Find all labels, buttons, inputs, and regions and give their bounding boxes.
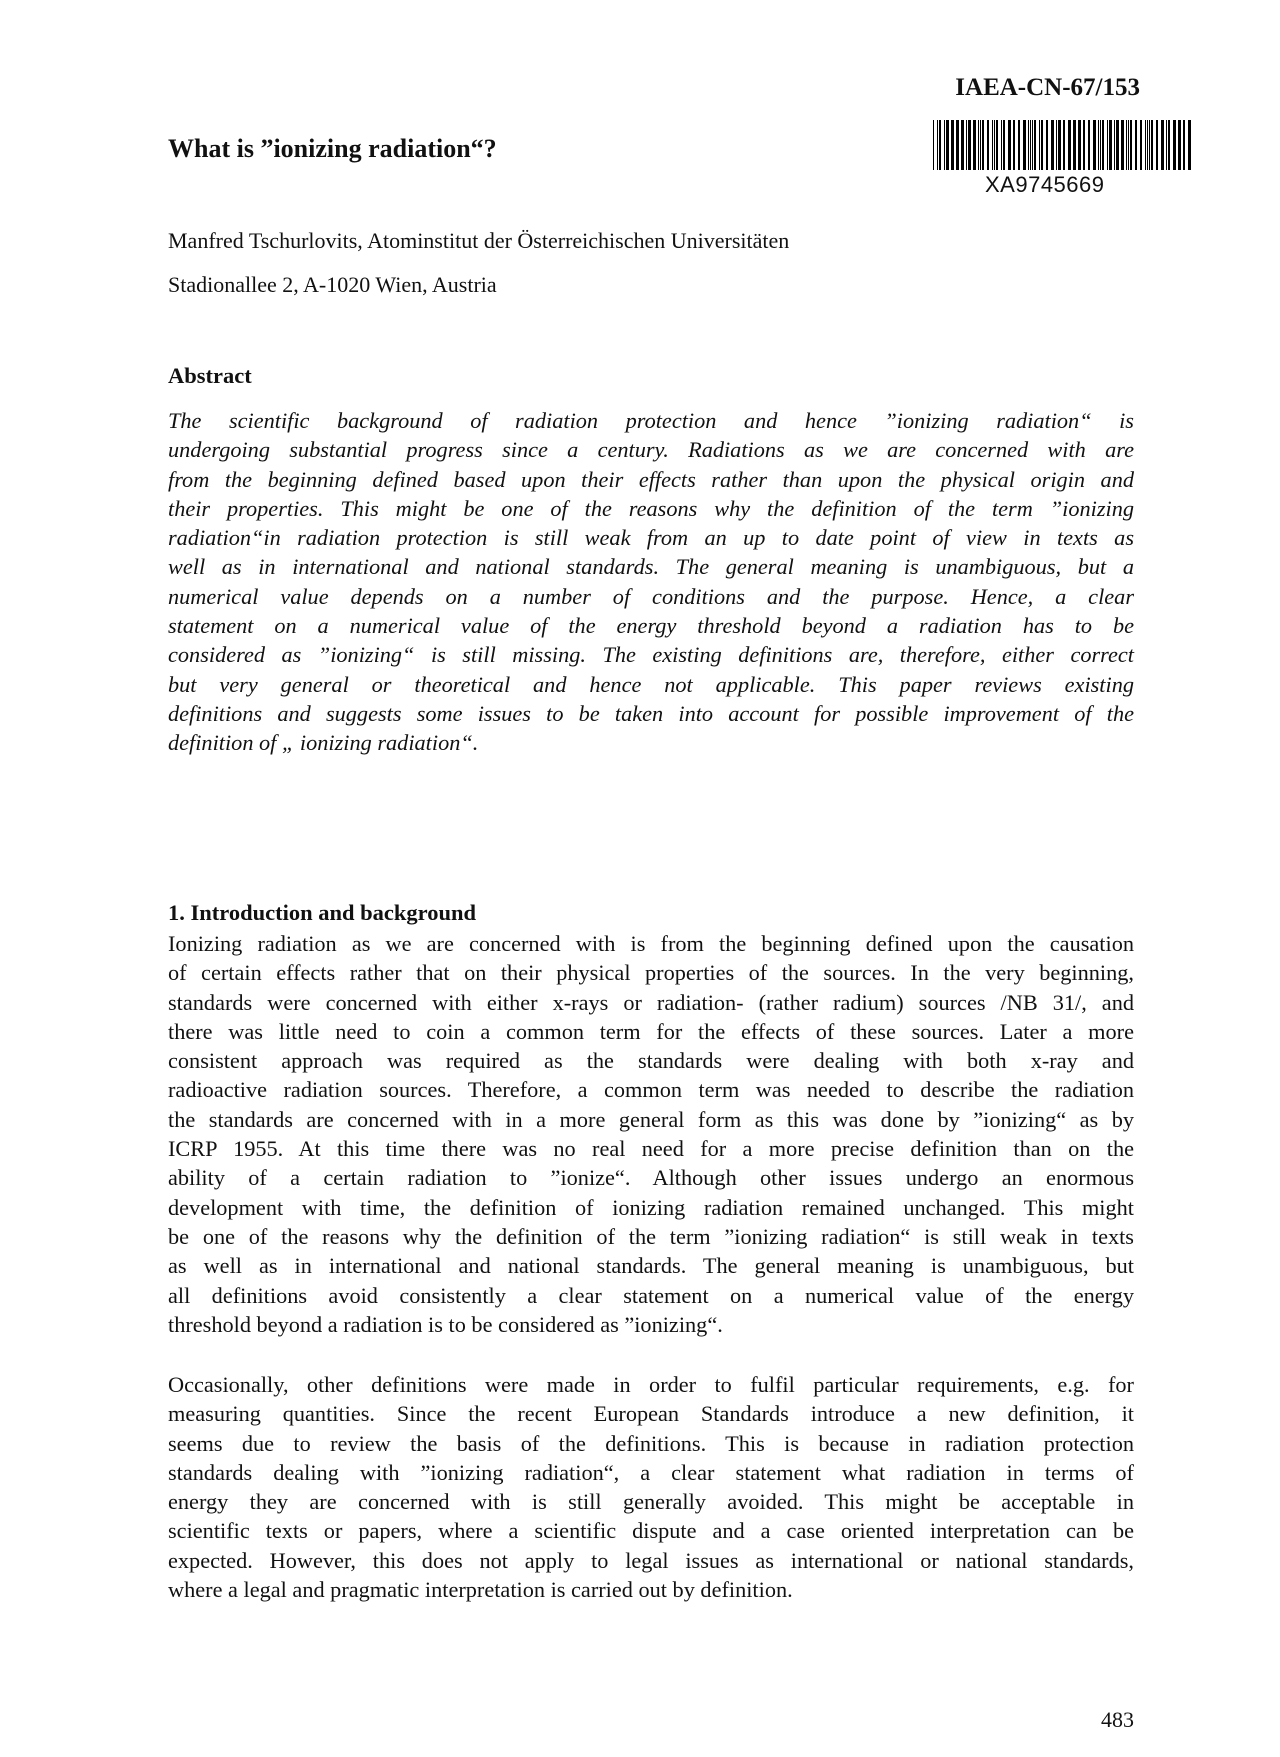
barcode-bar xyxy=(1051,120,1054,170)
barcode-bar xyxy=(1018,120,1020,170)
barcode-bar xyxy=(933,120,934,170)
barcode-bar xyxy=(996,120,998,170)
barcode-bar xyxy=(1034,120,1036,170)
barcode-bar xyxy=(1098,120,1099,170)
barcode-bar xyxy=(1100,120,1101,170)
author-affiliation: Manfred Tschurlovits, Atominstitut der Österreichischen Universitäten xyxy=(168,228,790,253)
barcode-bar xyxy=(1073,120,1076,170)
barcode-bar xyxy=(1056,120,1057,170)
barcode-bar xyxy=(961,120,964,170)
page-number: 483 xyxy=(1101,1707,1134,1732)
text-line: be one of the reasons why the definition of the term ”ionizing radiation“ is still weak in texts xyxy=(168,1223,1134,1249)
text-line: seems due to review the basis of the definitions. This is because in radiation protection xyxy=(168,1430,1134,1456)
text-line: well as in international and national standards. The general meaning is unambiguous, but a xyxy=(168,554,1134,580)
barcode-bar xyxy=(1130,120,1132,170)
text-line: radiation“in radiation protection is still weak from an up to date point of view in texts as xyxy=(168,525,1134,551)
text-line: as well as in international and national standards. The general meaning is unambiguous, but xyxy=(168,1253,1134,1279)
barcode-bar xyxy=(1078,120,1081,170)
text-line: scientific texts or papers, where a scientific dispute and a case oriented interpretation can be xyxy=(168,1518,1134,1544)
text-line: from the beginning defined based upon their effects rather than upon the physical origin and xyxy=(168,466,1134,492)
barcode-bar xyxy=(978,120,979,170)
text-line: statement on a numerical value of the energy threshold beyond a radiation has to be xyxy=(168,613,1134,639)
barcode-bar xyxy=(982,120,984,170)
barcode-bar xyxy=(1178,120,1181,170)
text-line: expected. However, this does not apply to legal issues as international or national standards, xyxy=(168,1547,1134,1573)
barcode-bar xyxy=(992,120,993,170)
author-address: Stadionallee 2, A-1020 Wien, Austria xyxy=(168,272,497,297)
text-line: standards were concerned with either x-rays or radiation- (rather radium) sources /NB 31/, and xyxy=(168,989,1134,1015)
text-line: of certain effects rather that on their physical properties of the sources. In the very beginning, xyxy=(168,960,1134,986)
text-line: definition of „ ionizing radiation“. xyxy=(168,730,479,756)
barcode-bar xyxy=(1083,120,1085,170)
barcode-bar xyxy=(1183,120,1185,170)
text-line: radioactive radiation sources. Therefore, a common term was needed to describe the radiation xyxy=(168,1077,1134,1103)
barcode-bar xyxy=(987,120,989,170)
text-line: Ionizing radiation as we are concerned with is from the beginning defined upon the causation xyxy=(168,931,1134,956)
barcode-bar xyxy=(1008,120,1011,170)
barcode-bar xyxy=(1093,120,1096,170)
barcode-bar xyxy=(1001,120,1002,170)
barcode xyxy=(933,120,1191,170)
text-line: definitions and suggests some issues to be taken into account for possible improvement of the xyxy=(168,700,1134,726)
barcode-bar xyxy=(939,120,941,170)
paper-title: What is ”ionizing radiation“? xyxy=(168,134,497,163)
text-line: development with time, the definition of ionizing radiation remained unchanged. This might xyxy=(168,1194,1134,1220)
barcode-bar xyxy=(951,120,954,170)
barcode-bar xyxy=(1173,120,1176,170)
barcode-bar xyxy=(1151,120,1153,170)
text-line: where a legal and pragmatic interpretation is carried out by definition. xyxy=(168,1577,793,1603)
section-heading-introduction: 1. Introduction and background xyxy=(168,900,477,925)
barcode-bar xyxy=(1168,120,1170,170)
barcode-bar xyxy=(1088,120,1090,170)
barcode-bar xyxy=(1102,120,1104,170)
barcode-bar xyxy=(1128,120,1129,170)
barcode-bar xyxy=(1166,120,1167,170)
barcode-bar xyxy=(946,120,949,170)
text-line: The scientific background of radiation protection and hence ”ionizing radiation“ is xyxy=(168,408,1134,433)
text-line: the standards are concerned with in a more general form as this was done by ”ionizing“ as by xyxy=(168,1106,1134,1132)
barcode-bar xyxy=(1116,120,1119,170)
barcode-bar xyxy=(1058,120,1061,170)
text-line: considered as ”ionizing“ is still missing. The existing definitions are, therefore, either correct xyxy=(168,642,1134,668)
barcode-bar xyxy=(1188,120,1191,170)
barcode-bar xyxy=(1063,120,1065,170)
text-line: numerical value depends on a number of conditions and the purpose. Hence, a clear xyxy=(168,583,1134,609)
abstract-heading: Abstract xyxy=(168,363,252,388)
barcode-bar xyxy=(1046,120,1048,170)
barcode-bar xyxy=(1156,120,1158,170)
barcode-bar xyxy=(973,120,976,170)
text-line: standards dealing with ”ionizing radiation“, a clear statement what radiation in terms of xyxy=(168,1459,1134,1485)
barcode-number: XA9745669 xyxy=(985,172,1105,197)
barcode-bar xyxy=(1030,120,1031,170)
text-line: consistent approach was required as the standards were dealing with both x-ray and xyxy=(168,1048,1134,1074)
barcode-bar xyxy=(1149,120,1150,170)
barcode-bar xyxy=(1140,120,1142,170)
barcode-bar xyxy=(1135,120,1137,170)
intro-paragraph-1 xyxy=(168,929,1134,1339)
barcode-bar xyxy=(1003,120,1005,170)
text-line: their properties. This might be one of the reasons why the definition of the term ”ionizing xyxy=(168,495,1134,521)
barcode-bar xyxy=(1032,120,1033,170)
barcode-bar xyxy=(1109,120,1112,170)
text-line: undergoing substantial progress since a century. Radiations as we are concerned with are xyxy=(168,437,1134,463)
barcode-bar xyxy=(968,120,971,170)
barcode-bar xyxy=(1126,120,1127,170)
barcode-bar xyxy=(980,120,981,170)
barcode-bar xyxy=(1147,120,1148,170)
barcode-bar xyxy=(1023,120,1026,170)
barcode-bar xyxy=(1107,120,1108,170)
barcode-bar xyxy=(956,120,959,170)
report-id: IAEA-CN-67/153 xyxy=(955,74,1140,101)
text-line: threshold beyond a radiation is to be considered as ”ionizing“. xyxy=(168,1311,723,1337)
barcode-bar xyxy=(1041,120,1043,170)
barcode-bar xyxy=(1039,120,1040,170)
barcode-bar xyxy=(1114,120,1115,170)
text-line: but very general or theoretical and hence not applicable. This paper reviews existing xyxy=(168,671,1134,697)
barcode-bar xyxy=(1121,120,1124,170)
abstract-body xyxy=(168,406,1134,758)
barcode-bar xyxy=(1145,120,1146,170)
barcode-bar xyxy=(1028,120,1029,170)
barcode-bar xyxy=(1161,120,1164,170)
text-line: measuring quantities. Since the recent European Standards introduce a new definition, it xyxy=(168,1401,1134,1427)
barcode-bar xyxy=(966,120,967,170)
barcode-bar xyxy=(994,120,995,170)
text-line: energy they are concerned with is still generally avoided. This might be acceptable in xyxy=(168,1489,1134,1515)
barcode-bar xyxy=(1068,120,1071,170)
text-line: all definitions avoid consistently a clear statement on a numerical value of the energy xyxy=(168,1282,1134,1308)
text-line: ICRP 1955. At this time there was no real need for a more precise definition than on the xyxy=(168,1136,1134,1162)
text-line: ability of a certain radiation to ”ionize“. Although other issues undergo an enormous xyxy=(168,1165,1134,1191)
text-line: Occasionally, other definitions were made in order to fulfil particular requirements, e.g. for xyxy=(168,1372,1134,1397)
text-line: there was little need to coin a common term for the effects of these sources. Later a more xyxy=(168,1018,1134,1044)
barcode-bar xyxy=(944,120,945,170)
barcode-bar xyxy=(937,120,938,170)
barcode-bar xyxy=(1013,120,1015,170)
intro-paragraph-2 xyxy=(168,1370,1134,1604)
